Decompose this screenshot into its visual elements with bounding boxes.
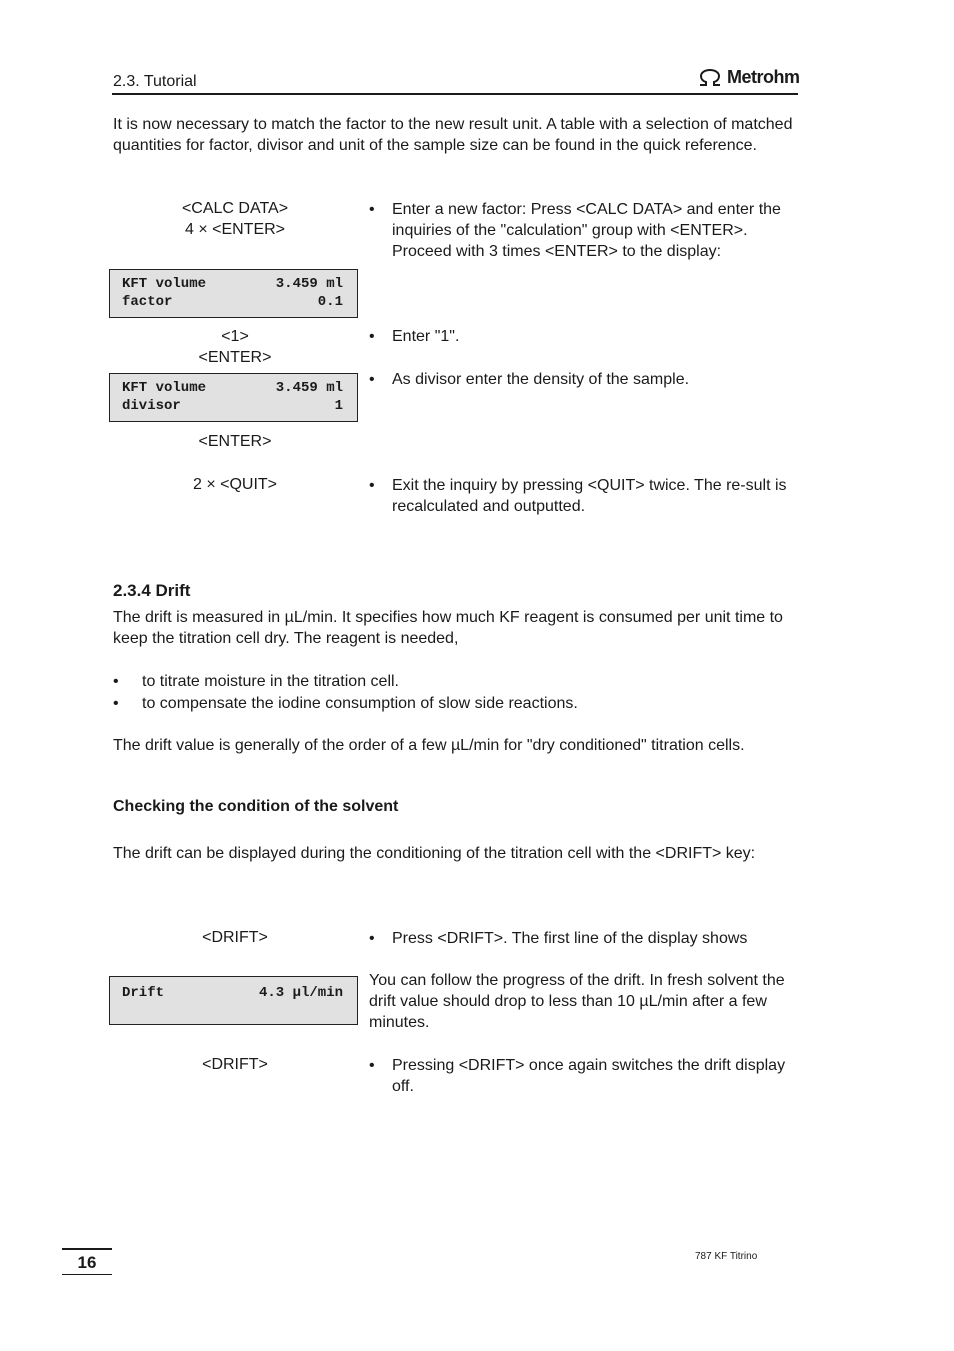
display-factor (109, 269, 358, 318)
footer-rule-bottom (62, 1274, 112, 1275)
key-1: <1> (221, 328, 249, 345)
display-label: factor (122, 294, 173, 310)
footer-rule (62, 1248, 112, 1250)
omega-logo-icon (697, 69, 723, 87)
list-item-text: to compensate the iodine consumption of slow side reactions. (142, 695, 578, 712)
running-header: 2.3. Tutorial (113, 73, 197, 90)
page-number: 16 (77, 1253, 97, 1272)
brand-name: Metrohm (727, 67, 800, 87)
display-label: Drift (122, 985, 165, 1001)
display-label: KFT volume (122, 380, 207, 396)
display-label: KFT volume (122, 276, 207, 292)
key-enter-4x: 4 × <ENTER> (184, 221, 286, 238)
key-drift-again: <DRIFT> (202, 1056, 268, 1073)
display-value: 0.1 (317, 294, 343, 310)
key-drift: <DRIFT> (202, 929, 268, 946)
display-divisor (109, 373, 358, 422)
display-value: 3.459 ml (275, 276, 343, 292)
key-quit-2x: 2 × <QUIT> (192, 476, 278, 493)
key-enter-confirm: <ENTER> (198, 433, 272, 450)
product-name: 787 KF Titrino (695, 1251, 758, 1262)
step-1-text: Enter a new factor: Press <CALC DATA> and enter the inquiries of the "calculation" group with <ENTER>. Proceed with 3 times <ENTER> to the display: (392, 201, 781, 260)
subheading-solvent: Checking the condition of the solvent (113, 798, 399, 815)
header-rule (112, 93, 798, 95)
drift-paragraph-1: The drift is measured in µL/min. It specifies how much KF reagent is consumed per unit time to keep the titration cell dry. The reagent is needed, (113, 609, 783, 647)
bullet-icon: • (113, 673, 119, 690)
drift-paragraph-3: The drift can be displayed during the conditioning of the titration cell with the <DRIFT> key: (113, 845, 756, 862)
bullet-icon: • (369, 371, 375, 388)
bullet-icon: • (113, 695, 119, 712)
bullet-icon: • (369, 1057, 375, 1074)
step-2-text: Enter "1". (392, 328, 460, 345)
display-value: 4.3 µl/min (258, 985, 343, 1001)
key-calc-data: <CALC DATA> (181, 200, 289, 217)
step-3-text: As divisor enter the density of the sample. (392, 371, 690, 388)
intro-paragraph: It is now necessary to match the factor to the new result unit. A table with a selection of matched quantities for factor, divisor and unit of the sample size can be found in the quick reference. (113, 116, 793, 154)
bullet-icon: • (369, 477, 375, 494)
display-value: 1 (334, 398, 343, 414)
drift-step-3-text: Pressing <DRIFT> once again switches the drift display off. (392, 1057, 786, 1095)
bullet-icon: • (369, 201, 375, 218)
display-value: 3.459 ml (275, 380, 343, 396)
brand-logo (697, 67, 800, 88)
list-item-text: to titrate moisture in the titration cell. (142, 673, 399, 690)
step-5-text: Exit the inquiry by pressing <QUIT> twice. The re-sult is recalculated and outputted. (392, 477, 787, 515)
drift-step-2-text: You can follow the progress of the drift. In fresh solvent the drift value should drop to less than 10 µL/min after a few minutes. (369, 972, 785, 1031)
drift-paragraph-2: The drift value is generally of the order of a few µL/min for "dry conditioned" titration cells. (113, 737, 745, 754)
bullet-icon: • (369, 328, 375, 345)
drift-step-1-text: Press <DRIFT>. The first line of the display shows (392, 930, 748, 947)
bullet-icon: • (369, 930, 375, 947)
display-label: divisor (122, 398, 181, 414)
key-enter: <ENTER> (198, 349, 272, 366)
display-drift (109, 976, 358, 1025)
section-heading-drift: 2.3.4 Drift (113, 581, 191, 600)
